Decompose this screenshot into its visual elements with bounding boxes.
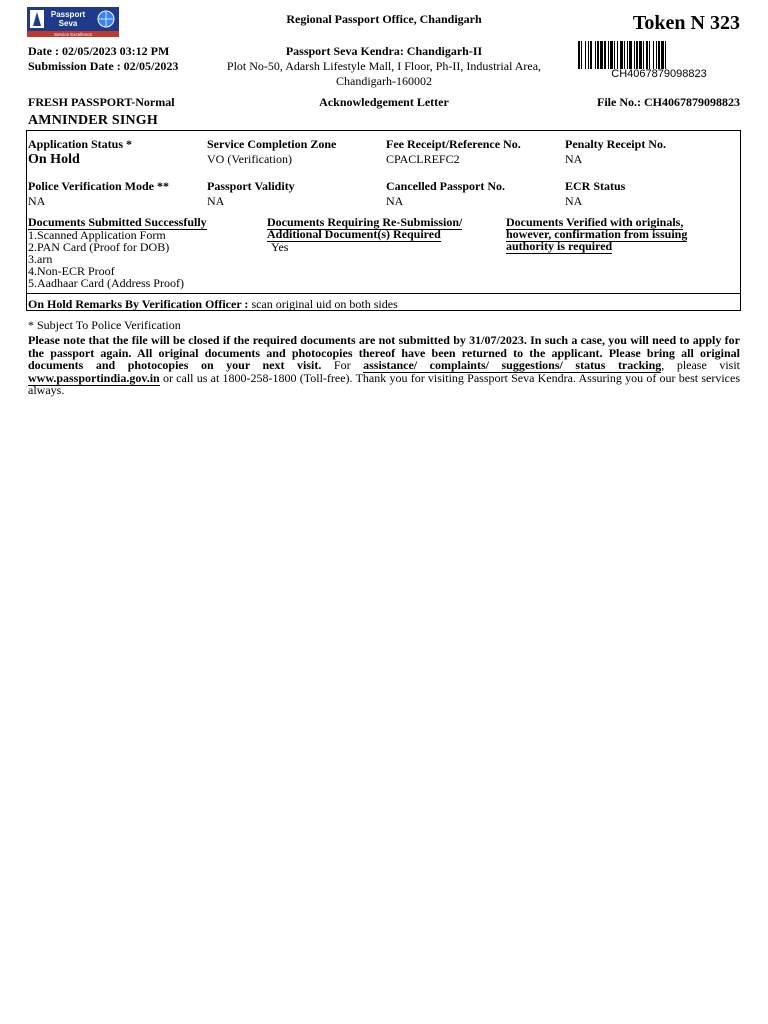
kendra-name: Passport Seva Kendra: Chandigarh-II	[285, 44, 483, 58]
applicant-name: AMNINDER SINGH	[28, 113, 158, 128]
date-block	[28, 44, 178, 74]
list-item: 4.Non-ECR Proof	[28, 264, 115, 278]
list-item: 1.Scanned Application Form	[28, 228, 166, 242]
kendra-address-line2: Chandigarh-160002	[336, 74, 432, 88]
submission-date: Submission Date : 02/05/2023	[28, 59, 179, 73]
kendra-block	[200, 44, 568, 89]
police-verification-label: Police Verification Mode **	[28, 179, 169, 193]
ecr-value: NA	[565, 194, 583, 208]
app-status-label: Application Status *	[28, 137, 133, 151]
svg-text:Service Excellence: Service Excellence	[53, 32, 93, 37]
svg-text:Passport: Passport	[50, 10, 86, 19]
list-item: 2.PAN Card (Proof for DOB)	[28, 240, 170, 254]
penalty-label: Penalty Receipt No.	[565, 137, 666, 151]
svg-text:Seva: Seva	[58, 19, 78, 28]
service-type: FRESH PASSPORT-Normal	[28, 95, 175, 109]
cancelled-passport-label: Cancelled Passport No.	[386, 179, 505, 193]
token-number: Token N 323	[632, 12, 740, 34]
police-verification-value: NA	[28, 194, 46, 208]
resubmission-heading: Documents Requiring Re-Submission/ Additional Document(s) Required	[267, 215, 463, 241]
closing-note: Please note that the file will be closed if the required documents are not submitted by 31/07/2023. In such a case, you will need to apply for the passport again. All original documents and photocopies thereof have been returned to the applicant. Please bring all original documents and photocopies on your next visit. For assistance/ complaints/ suggestions/ status tracking, please visit www.passportindia.gov.in or call us at 1800-258-1800 (Toll-free). Thank you for visiting Passport Seva Kendra. Assuring you of our best services always.	[28, 333, 741, 398]
remarks-label: On Hold Remarks By Verification Officer :	[28, 297, 249, 311]
verified-heading: Documents Verified with originals, however, confirmation from issuing authority is required	[506, 215, 688, 253]
submitted-heading: Documents Submitted Successfully	[28, 215, 207, 229]
barcode-number: CH4067879098823	[611, 68, 707, 80]
passport-seva-logo	[27, 7, 119, 37]
logo-graphic	[27, 7, 119, 37]
zone-label: Service Completion Zone	[207, 137, 337, 151]
fee-label: Fee Receipt/Reference No.	[386, 137, 521, 151]
assistance-link[interactable]: assistance/ complaints/ suggestions/ status tracking	[363, 358, 662, 373]
zone-value: VO (Verification)	[207, 152, 292, 166]
date: Date : 02/05/2023 03:12 PM	[28, 44, 170, 58]
file-number: File No.: CH4067879098823	[597, 95, 740, 109]
fee-value: CPACLREFC2	[386, 152, 460, 166]
cancelled-passport-value: NA	[386, 194, 404, 208]
acknowledgement-title: Acknowledgement Letter	[319, 95, 449, 109]
barcode-image	[577, 41, 741, 69]
ecr-label: ECR Status	[565, 179, 626, 193]
list-item: 3.arn	[28, 252, 53, 266]
submitted-list	[28, 229, 184, 289]
validity-value: NA	[207, 194, 225, 208]
list-item: 5.Aadhaar Card (Address Proof)	[28, 276, 184, 290]
resubmission-value: Yes	[271, 240, 289, 254]
office-title: Regional Passport Office, Chandigarh	[286, 12, 482, 26]
kendra-address-line1: Plot No-50, Adarsh Lifestyle Mall, I Floor, Ph-II, Industrial Area,	[226, 59, 542, 73]
penalty-value: NA	[565, 152, 583, 166]
remarks-text: scan original uid on both sides	[251, 297, 398, 311]
subject-note: * Subject To Police Verification	[28, 318, 181, 332]
remarks-divider	[26, 293, 741, 294]
passport-india-link[interactable]: www.passportindia.gov.in	[28, 370, 160, 385]
app-status-value: On Hold	[28, 152, 80, 167]
validity-label: Passport Validity	[207, 179, 295, 193]
on-hold-remarks	[28, 297, 398, 312]
